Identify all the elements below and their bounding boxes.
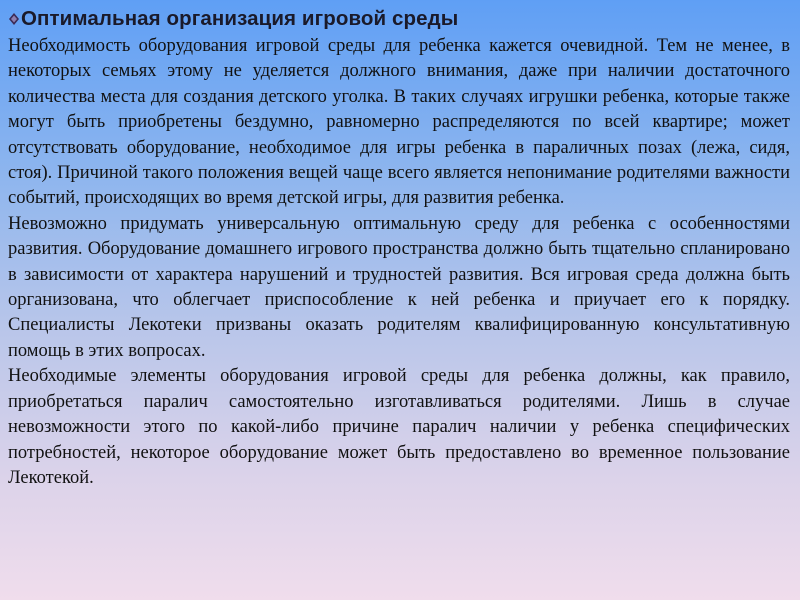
body-paragraph-2: Невозможно придумать универсальную оптимальную среду для ребенка с особенностями развития. Оборудование домашнего игрового пространства должно быть тщательно спланировано в зависимости от характера нарушений и трудностей развития. Вся игровая среда должна быть организована, что облегчает приспособление к ней ребенка и приучает его к порядку. Специалисты Лекотеки призваны оказать родителям квалифицированную консультативную помощь в этих вопросах. — [8, 213, 790, 361]
slide-title: Оптимальная организация игровой среды — [21, 7, 459, 30]
body-paragraph-3: Необходимые элементы оборудования игровой среды для ребенка должны, как правило, приобретаться паралич самостоятельно изготавливаться родителями. Лишь в случае невозможности этого по какой-либо причине паралич наличии у ребенка специфических потребностей, некоторое оборудование может быть предоставлено во временное пользование Лекотекой. — [8, 366, 790, 488]
diamond-bullet-icon — [8, 10, 20, 28]
body-paragraph-1: Необходимость оборудования игровой среды для ребенка кажется очевидной. Тем не менее, в некоторых семьях этому не уделяется должного внимания, даже при наличии достаточного количества места для создания детского уголка. В таких случаях игрушки ребенка, которые также могут быть приобретены бездумно, равномерно распределяются по всей квартире; может отсутствовать оборудование, необходимое для игры ребенка в параличных позах (лежа, сидя, стоя). Причиной такого положения вещей чаще всего является непонимание родителями важности событий, происходящих во время детской игры, для развития ребенка. — [8, 36, 790, 209]
slide-heading — [8, 4, 790, 34]
